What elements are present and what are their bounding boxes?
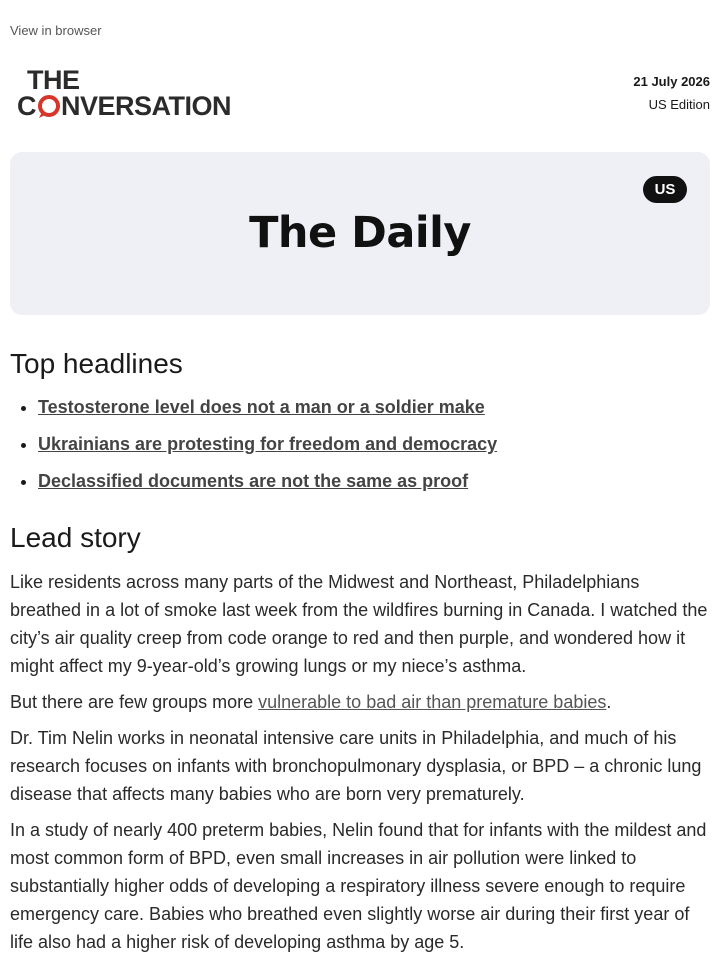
- list-item: [38, 470, 497, 492]
- paragraph-text: But there are few groups more: [10, 692, 259, 712]
- paragraph: Like residents across many parts of the Midwest and Northeast, Philadelphians breathed in a lot of smoke last week from the wildfires burning in Canada. I watched the city’s air quality creep from code orange to red and then purple, and wondered how it might affect my 9-year-old’s growing lungs or my niece’s asthma.: [10, 572, 708, 676]
- logo-line-2: [17, 93, 231, 120]
- daily-banner: [10, 152, 710, 315]
- paragraph-text: .: [606, 692, 612, 712]
- headline-link[interactable]: Testosterone level does not a man or a soldier make: [38, 397, 485, 417]
- the-conversation-logo[interactable]: [17, 67, 262, 125]
- top-headlines-heading: Top headlines: [10, 348, 183, 379]
- paragraph: [10, 688, 710, 716]
- paragraph: Dr. Tim Nelin works in neonatal intensive care units in Philadelphia, and much of his research focuses on infants with bronchopulmonary dysplasia, or BPD – a chronic lung disease that affects many babies who are born very prematurely.: [10, 728, 702, 804]
- lead-story-heading: Lead story: [10, 522, 141, 553]
- edition-label: US Edition: [648, 97, 710, 112]
- issue-date: 21 July 2026: [633, 74, 710, 89]
- headline-link[interactable]: Ukrainians are protesting for freedom and democracy: [38, 434, 498, 454]
- edition-badge: US: [643, 176, 687, 203]
- inline-article-link[interactable]: vulnerable to bad air than premature babies: [258, 692, 607, 712]
- logo-line-1: THE: [27, 65, 80, 95]
- view-in-browser-link[interactable]: View in browser: [10, 23, 102, 38]
- headlines-list: [10, 396, 497, 507]
- speech-bubble-icon: [37, 95, 61, 119]
- headline-link[interactable]: Declassified documents are not the same as proof: [38, 471, 469, 491]
- logo-suffix: NVERSATION: [61, 91, 232, 121]
- lead-story-body: [10, 568, 710, 960]
- paragraph: In a study of nearly 400 preterm babies, Nelin found that for infants with the mildest and most common form of BPD, even small increases in air pollution were linked to substantially higher odds of developing a respiratory illness severe enough to require emergency care. Babies who breathed even slightly worse air during their first year of life also had a higher risk of developing asthma by age 5.: [10, 820, 707, 952]
- logo-letter-c: C: [17, 91, 36, 121]
- newsletter-title: The Daily: [249, 208, 471, 258]
- list-item: [38, 433, 497, 455]
- list-item: [38, 396, 497, 418]
